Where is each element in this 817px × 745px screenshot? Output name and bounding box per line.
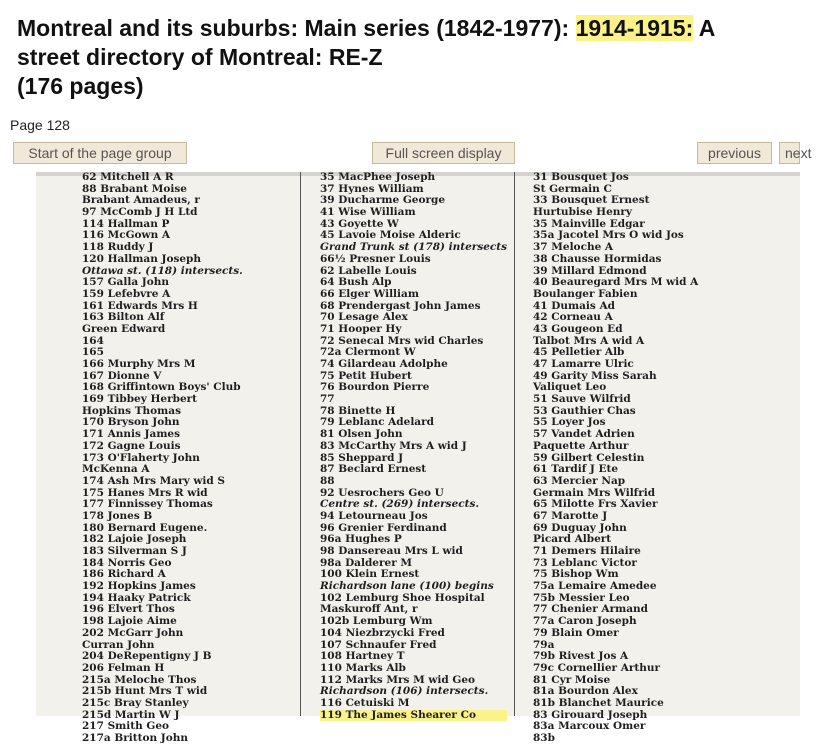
directory-entry: 118 Ruddy J	[82, 241, 154, 254]
column-rule	[300, 172, 301, 716]
directory-entry: 66 Elger William	[320, 287, 419, 300]
directory-entry: Germain Mrs Wilfrid	[533, 486, 656, 499]
page-number-label: Page 128	[10, 117, 70, 133]
directory-entry: 39 Millard Edmond	[533, 264, 647, 277]
directory-entry: 81 Cyr Moise	[533, 673, 611, 686]
scanned-page-image	[36, 171, 800, 744]
directory-entry: 96 Grenier Ferdinand	[320, 521, 447, 534]
directory-entry: 41 Dumais Ad	[533, 299, 615, 312]
directory-entry: 43 Goyette W	[320, 217, 399, 230]
directory-entry: 79b Rivest Jos A	[533, 650, 629, 663]
directory-entry: 83 McCarthy Mrs A wid J	[320, 439, 467, 452]
directory-entry: 77	[320, 393, 335, 406]
directory-entry: Centre st. (269) intersects.	[320, 498, 480, 511]
next-page-button[interactable]: next	[779, 142, 800, 164]
directory-entry: 96a Hughes P	[320, 533, 402, 546]
directory-entry: 98 Dansereau Mrs L wid	[320, 545, 463, 557]
title-suffix: A	[693, 15, 716, 41]
directory-entry: 165	[82, 346, 104, 359]
directory-entry: Talbot Mrs A wid A	[533, 334, 645, 347]
directory-entry: 79c Cornellier Arthur	[533, 661, 661, 674]
directory-entry: 112 Marks Mrs M wid Geo	[320, 673, 476, 686]
directory-entry: 174 Ash Mrs Mary wid S	[82, 474, 225, 487]
directory-entry: 70 Lesage Alex	[320, 311, 408, 324]
directory-entry: 166 Murphy Mrs M	[82, 358, 196, 370]
directory-entry: 35a Jacotel Mrs O wid Jos	[533, 229, 684, 242]
directory-entry: 120 Hallman Joseph	[82, 252, 202, 265]
directory-entry: 196 Elvert Thos	[82, 603, 175, 616]
directory-entry: 168 Griffintown Boys' Club	[82, 381, 241, 394]
directory-entry: 85 Sheppard J	[320, 451, 404, 464]
directory-entry: 116 Cetuiski M	[320, 696, 410, 709]
directory-entry: 98a Dalderer M	[320, 556, 413, 569]
directory-entry: 45 Pelletier Alb	[533, 346, 625, 359]
highlighted-year: 1914-1915:	[575, 15, 694, 41]
directory-entry: 183 Silverman S J	[82, 545, 187, 557]
directory-entry: 72 Senecal Mrs wid Charles	[320, 334, 484, 347]
directory-entry: Hopkins Thomas	[82, 404, 182, 417]
directory-entry: 198 Lajoie Aime	[82, 615, 177, 628]
directory-entry: Valiquet Leo	[533, 381, 607, 394]
previous-page-button[interactable]: previous	[697, 142, 772, 164]
directory-entry: 215b Hunt Mrs T wid	[82, 685, 208, 698]
directory-entry: 114 Hallman P	[82, 217, 170, 230]
directory-entry: 75b Messier Leo	[533, 591, 630, 604]
directory-entry: 184 Norris Geo	[82, 556, 172, 569]
directory-entry: 59 Gilbert Celestin	[533, 451, 645, 464]
directory-entry: 53 Gauthier Chas	[533, 404, 636, 417]
directory-entry: 177 Finnissey Thomas	[82, 498, 213, 511]
directory-entry: Picard Albert	[533, 533, 612, 546]
directory-entry: 37 Hynes William	[320, 182, 424, 195]
title-line-3: (176 pages)	[17, 73, 144, 99]
directory-entry: 49 Garity Miss Sarah	[533, 369, 657, 382]
directory-entry: 206 Felman H	[82, 661, 165, 674]
directory-entry: 43 Gougeon Ed	[533, 322, 623, 335]
directory-column-3	[533, 172, 698, 745]
title-line-2: street directory of Montreal: RE-Z	[17, 44, 383, 70]
directory-entry: 35 MacPhee Joseph	[320, 171, 436, 183]
directory-entry: 100 Klein Ernest	[320, 568, 420, 581]
directory-column-2	[320, 172, 507, 721]
page-title	[17, 14, 817, 101]
directory-entry: McKenna A	[82, 463, 150, 476]
directory-entry: 215d Martin W J	[82, 708, 180, 721]
directory-entry: 215c Bray Stanley	[82, 696, 189, 709]
directory-entry: 39 Ducharme George	[320, 194, 446, 207]
directory-entry: 169 Tibbey Herbert	[82, 393, 198, 406]
directory-entry: 171 Annis James	[82, 428, 181, 441]
directory-entry: 173 O'Flaherty John	[82, 451, 200, 464]
directory-entry: 92 Uesrochers Geo U	[320, 486, 444, 499]
directory-entry: 81 Olsen John	[320, 428, 403, 441]
directory-entry: 88 Brabant Moise	[82, 182, 187, 195]
directory-entry: 175 Hanes Mrs R wid	[82, 486, 208, 499]
directory-entry: 79 Leblanc Adelard	[320, 416, 434, 429]
directory-entry: 79a	[533, 638, 555, 651]
directory-entry: Maskuroff Ant, r	[320, 603, 418, 616]
directory-entry: 172 Gagne Louis	[82, 439, 181, 452]
directory-entry: Green Edward	[82, 322, 166, 335]
directory-entry: 65 Milotte Frs Xavier	[533, 498, 658, 511]
directory-entry: 107 Schnaufer Fred	[320, 638, 437, 651]
start-of-page-group-button[interactable]: Start of the page group	[13, 142, 187, 164]
directory-entry: 41 Wise William	[320, 206, 416, 219]
directory-entry: 73 Leblanc Victor	[533, 556, 637, 569]
full-screen-display-button[interactable]: Full screen display	[372, 142, 515, 164]
directory-entry: 83b	[533, 732, 555, 744]
directory-entry: 69 Duguay John	[533, 521, 627, 534]
directory-entry: 76 Bourdon Pierre	[320, 381, 430, 394]
directory-entry: 64 Bush Alp	[320, 276, 392, 289]
directory-entry: 37 Meloche A	[533, 241, 614, 254]
title-prefix: Montreal and its suburbs: Main series (1842-1977)	[17, 15, 562, 41]
directory-entry: Curran John	[82, 638, 155, 651]
directory-entry: 164	[82, 334, 104, 347]
directory-entry: 31 Bousquet Jos	[533, 171, 629, 183]
directory-entry: Hurtubise Henry	[533, 206, 633, 219]
directory-entry: 42 Corneau A	[533, 311, 613, 324]
title-line-1	[17, 14, 817, 43]
title-separator: :	[561, 15, 576, 41]
directory-entry: 186 Richard A	[82, 568, 166, 581]
directory-entry: 83 Girouard Joseph	[533, 708, 648, 721]
directory-entry: 110 Marks Alb	[320, 661, 406, 674]
directory-entry: 61 Tardif J Ete	[533, 463, 619, 476]
directory-entry: 108 Hartney T	[320, 650, 405, 663]
directory-entry: 167 Dionne V	[82, 369, 162, 382]
directory-entry: 33 Bousquet Ernest	[533, 194, 650, 207]
directory-entry: 163 Bilton Alf	[82, 311, 165, 324]
directory-entry: 51 Sauve Wilfrid	[533, 393, 631, 406]
directory-entry: 75a Lemaire Amedee	[533, 580, 657, 593]
directory-entry: 157 Galla John	[82, 276, 170, 289]
directory-entry: 77a Caron Joseph	[533, 615, 637, 628]
directory-entry: 170 Bryson John	[82, 416, 180, 429]
directory-entry: 119 The James Shearer Co	[320, 710, 507, 722]
directory-entry: 47 Lamarre Ulric	[533, 358, 634, 370]
directory-entry: Brabant Amadeus, r	[82, 194, 200, 207]
directory-column-1	[82, 172, 243, 745]
directory-entry: 217 Smith Geo	[82, 720, 170, 733]
directory-entry: 104 Niezbrzycki Fred	[320, 626, 445, 639]
directory-entry: 71 Hooper Hy	[320, 322, 402, 335]
directory-entry: 202 McGarr John	[82, 626, 184, 639]
directory-entry: Boulanger Fabien	[533, 287, 638, 300]
directory-entry: 78 Binette H	[320, 404, 396, 417]
directory-entry: 67 Marotte J	[533, 509, 608, 522]
directory-entry: 161 Edwards Mrs H	[82, 299, 198, 312]
directory-entry: 194 Haaky Patrick	[82, 591, 191, 604]
directory-entry: 87 Beclard Ernest	[320, 463, 427, 476]
directory-entry: 55 Loyer Jos	[533, 416, 606, 429]
directory-entry: 102b Lemburg Wm	[320, 615, 433, 628]
directory-entry: 81a Bourdon Alex	[533, 685, 638, 698]
directory-entry: 57 Vandet Adrien	[533, 428, 635, 441]
directory-entry: 40 Beauregard Mrs M wid A	[533, 276, 699, 289]
directory-entry: 75 Bishop Wm	[533, 568, 619, 581]
directory-entry: 159 Lefebvre A	[82, 287, 171, 300]
directory-entry: 38 Chausse Hormidas	[533, 252, 662, 265]
directory-entry: 68 Prendergast John James	[320, 299, 481, 312]
directory-entry: 66½ Presner Louis	[320, 252, 431, 265]
directory-entry: 75 Petit Hubert	[320, 369, 412, 382]
directory-entry: 79 Blain Omer	[533, 626, 619, 639]
directory-entry: Paquette Arthur	[533, 439, 629, 452]
directory-entry: Richardson lane (100) begins	[320, 580, 494, 593]
column-rule	[514, 172, 515, 716]
directory-entry: 71 Demers Hilaire	[533, 545, 641, 557]
directory-entry: Grand Trunk st (178) intersects	[320, 241, 508, 254]
directory-entry: 72a Clermont W	[320, 346, 416, 359]
directory-entry: 83a Marcoux Omer	[533, 720, 646, 733]
directory-entry: 192 Hopkins James	[82, 580, 196, 593]
directory-entry: 74 Gilardeau Adolphe	[320, 358, 448, 370]
directory-entry: 94 Letourneau Jos	[320, 509, 428, 522]
directory-entry: 35 Mainville Edgar	[533, 217, 645, 230]
directory-entry: 180 Bernard Eugene.	[82, 521, 208, 534]
directory-entry: 62 Labelle Louis	[320, 264, 417, 277]
directory-entry: 215a Meloche Thos	[82, 673, 197, 686]
directory-entry: 178 Jones B	[82, 509, 153, 522]
directory-entry: 63 Mercier Nap	[533, 474, 626, 487]
directory-entry: St Germain C	[533, 182, 612, 195]
directory-entry: Ottawa st. (118) intersects.	[82, 264, 243, 277]
directory-entry: 97 McComb J H Ltd	[82, 206, 198, 219]
directory-entry: 45 Lavoie Moise Alderic	[320, 229, 461, 242]
directory-entry: Richardson (106) intersects.	[320, 685, 489, 698]
directory-entry: 102 Lemburg Shoe Hospital	[320, 591, 485, 604]
directory-entry: 62 Mitchell A R	[82, 171, 174, 183]
directory-entry: 88	[320, 474, 335, 487]
directory-entry: 116 McGown A	[82, 229, 171, 242]
directory-entry: 204 DeRepentigny J B	[82, 650, 212, 663]
directory-entry: 182 Lajoie Joseph	[82, 533, 187, 546]
directory-entry: 81b Blanchet Maurice	[533, 696, 664, 709]
directory-entry: 77 Chenier Armand	[533, 603, 648, 616]
directory-entry: 217a Britton John	[82, 732, 189, 744]
